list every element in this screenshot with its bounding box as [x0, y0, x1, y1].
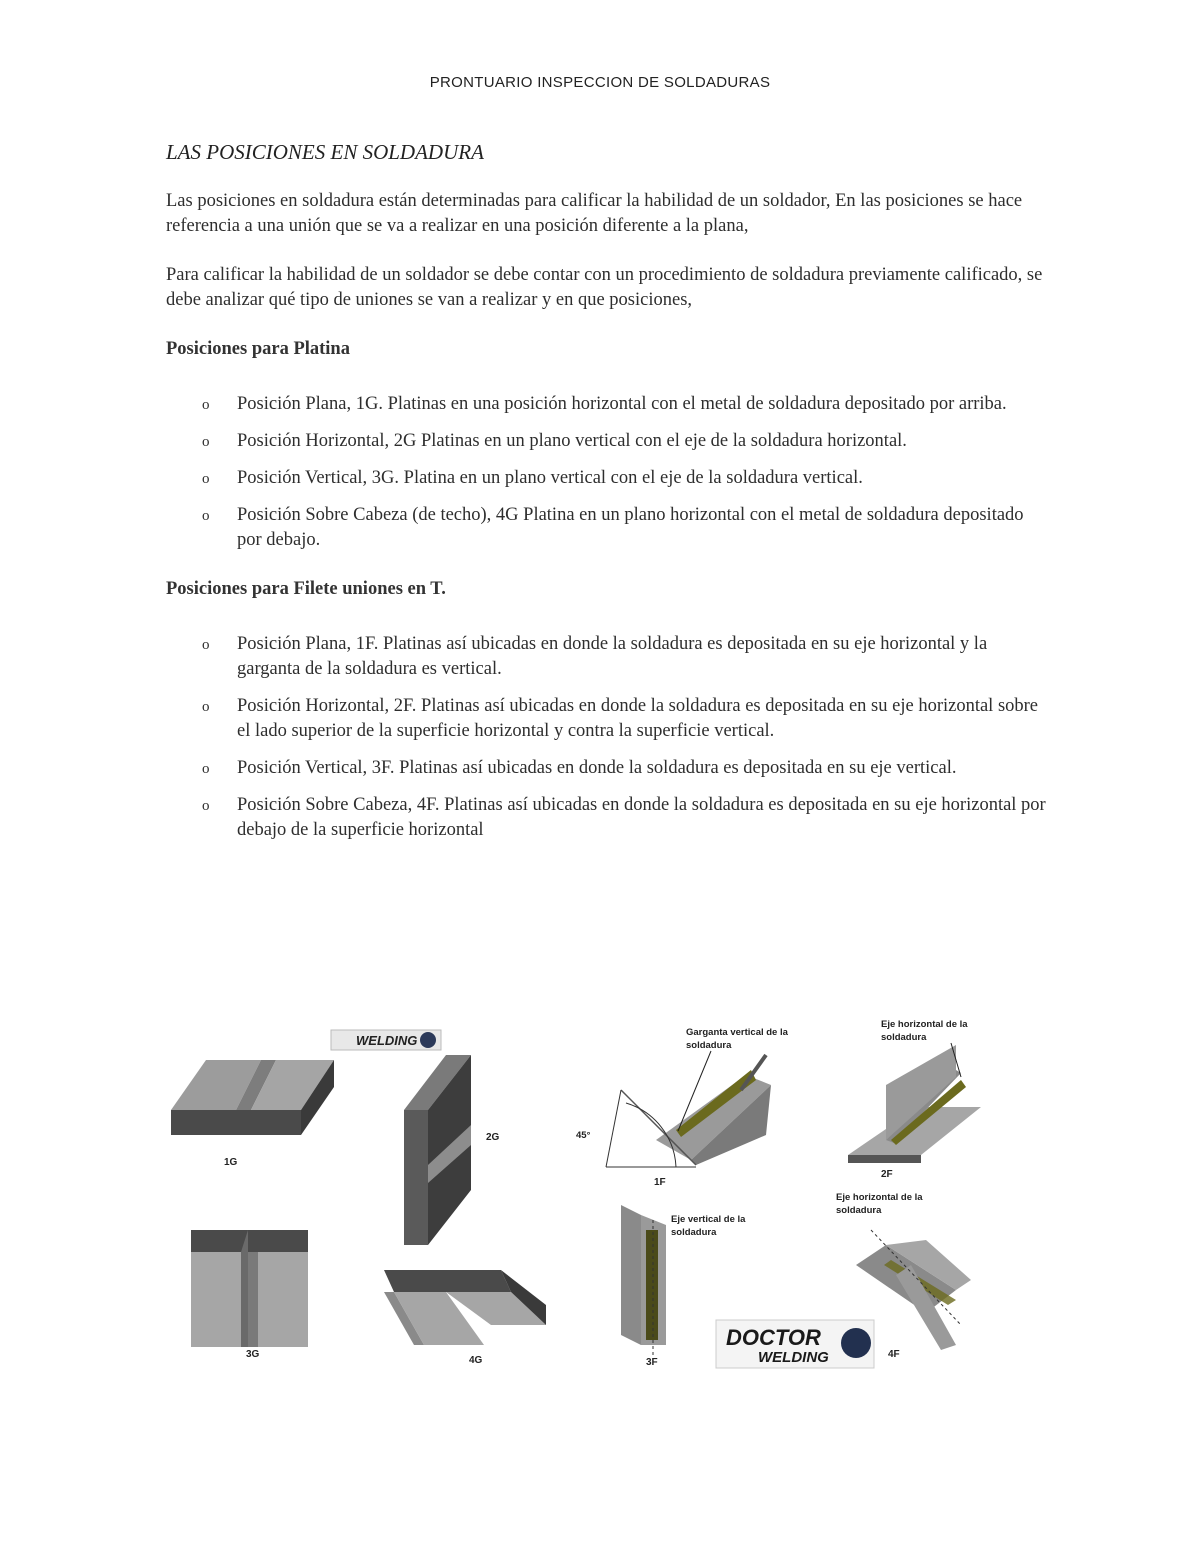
diagram-2g — [404, 1055, 500, 1245]
annotation-f1-line1: Garganta vertical de la — [686, 1027, 788, 1038]
list-item — [166, 694, 1046, 744]
svg-text:DOCTOR: DOCTOR — [726, 1325, 821, 1350]
page-header: PRONTUARIO INSPECCION DE SOLDADURAS — [429, 74, 771, 91]
bullet-glyph: o — [202, 798, 210, 814]
paragraph-qualification: Para calificar la habilidad de un soldador se debe contar con un procedimiento de soldadura previamente calificado, se debe analizar qué tipo de uniones se van a realizar y en que posiciones, — [166, 265, 1043, 310]
label-4f: 4F — [888, 1349, 900, 1360]
bullet-glyph: o — [202, 397, 210, 413]
bullet-glyph: o — [202, 434, 210, 450]
label-3f: 3F — [646, 1357, 658, 1368]
diagram-1f — [576, 1027, 789, 1188]
label-1f: 1F — [654, 1177, 666, 1188]
bullet-glyph: o — [202, 471, 210, 487]
list-item — [166, 429, 1046, 454]
heading-filete: Posiciones para Filete uniones en T. — [166, 579, 446, 599]
svg-text:WELDING: WELDING — [758, 1349, 829, 1366]
annotation-f4-line2: soldadura — [836, 1205, 882, 1216]
positions-illustration — [166, 1015, 996, 1375]
section-title: LAS POSICIONES EN SOLDADURA — [166, 140, 484, 164]
list-item — [166, 392, 1046, 417]
svg-text:WELDING: WELDING — [356, 1033, 418, 1048]
diagram-4g — [384, 1270, 546, 1366]
list-platina — [166, 392, 1046, 553]
annotation-f3-line2: soldadura — [671, 1227, 717, 1238]
label-4g: 4G — [469, 1355, 483, 1366]
label-1g: 1G — [224, 1157, 238, 1168]
diagram-1g — [171, 1060, 334, 1168]
bullet-glyph: o — [202, 637, 210, 653]
list-item-text: Posición Sobre Cabeza, 4F. Platinas así ubicadas en donde la soldadura es depositada en su eje horizontal por debajo de la superficie horizontal — [237, 795, 1046, 840]
welding-logo-small — [331, 1030, 441, 1050]
document-body — [166, 140, 1046, 867]
doctor-welding-logo — [716, 1320, 874, 1368]
angle-label: 45° — [576, 1130, 591, 1141]
list-item-text: Posición Horizontal, 2F. Platinas así ubicadas en donde la soldadura es depositada en su eje horizontal sobre el lado superior de la superficie horizontal y contra la superficie vertical. — [237, 696, 1039, 741]
label-2g: 2G — [486, 1132, 500, 1143]
bullet-glyph: o — [202, 761, 210, 777]
annotation-f2-line2: soldadura — [881, 1032, 927, 1043]
annotation-f1-line2: soldadura — [686, 1040, 732, 1051]
annotation-f4-line1: Eje horizontal de la — [836, 1192, 923, 1203]
paragraph-intro: Las posiciones en soldadura están determinadas para calificar la habilidad de un soldador, En las posiciones se hace referencia a una unión que se va a realizar en una posición diferente a la plana, — [166, 191, 1023, 236]
list-item — [166, 793, 1046, 843]
list-item — [166, 756, 1046, 781]
label-3g: 3G — [246, 1349, 260, 1360]
list-item-text: Posición Vertical, 3G. Platina en un plano vertical con el eje de la soldadura vertical. — [237, 468, 863, 488]
annotation-f3-line1: Eje vertical de la — [671, 1214, 746, 1225]
list-item-text: Posición Plana, 1G. Platinas en una posición horizontal con el metal de soldadura depositado por arriba. — [237, 394, 1007, 414]
annotation-f2-line1: Eje horizontal de la — [881, 1019, 968, 1030]
list-item — [166, 503, 1046, 553]
list-item-text: Posición Sobre Cabeza (de techo), 4G Platina en un plano horizontal con el metal de soldadura depositado por debajo. — [237, 505, 1024, 550]
list-item-text: Posición Plana, 1F. Platinas así ubicadas en donde la soldadura es depositada en su eje horizontal y la garganta de la soldadura es vertical. — [237, 634, 988, 679]
list-filete — [166, 632, 1046, 843]
bullet-glyph: o — [202, 508, 210, 524]
heading-platina: Posiciones para Platina — [166, 339, 350, 359]
bullet-glyph: o — [202, 699, 210, 715]
diagram-3g — [191, 1230, 308, 1360]
list-item-text: Posición Vertical, 3F. Platinas así ubicadas en donde la soldadura es depositada en su eje vertical. — [237, 758, 957, 778]
list-item — [166, 632, 1046, 682]
welding-positions-figure — [166, 1015, 996, 1375]
list-item — [166, 466, 1046, 491]
label-2f: 2F — [881, 1169, 893, 1180]
diagram-2f — [848, 1019, 981, 1180]
list-item-text: Posición Horizontal, 2G Platinas en un plano vertical con el eje de la soldadura horizontal. — [237, 431, 907, 451]
